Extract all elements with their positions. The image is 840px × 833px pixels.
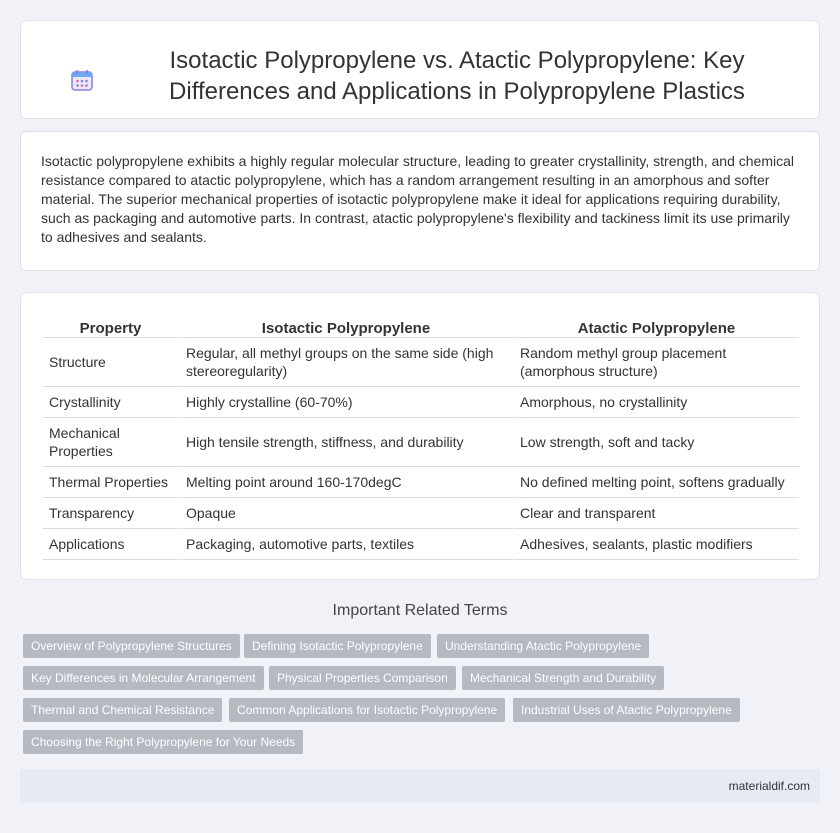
table-row [43,338,799,387]
table-cell: High tensile strength, stiffness, and durability [178,418,512,467]
table-cell: Clear and transparent [512,498,799,529]
summary-card [20,131,820,271]
table-cell: Applications [43,529,178,560]
table-row [43,467,799,498]
table-header-row [43,315,799,338]
related-term-tag[interactable]: Common Applications for Isotactic Polypropylene [229,698,505,722]
related-term-tag[interactable]: Overview of Polypropylene Structures [23,634,240,658]
page-title: Isotactic Polypropylene vs. Atactic Polypropylene: Key Differences and Applications in Polypropylene Plastics [169,47,745,105]
table-row [43,418,799,467]
header-isotactic: Isotactic Polypropylene [178,315,512,338]
table-row [43,387,799,418]
table-cell: Packaging, automotive parts, textiles [178,529,512,560]
related-term-tag[interactable]: Physical Properties Comparison [269,666,456,690]
table-cell: Regular, all methyl groups on the same side (high stereoregularity) [178,338,512,387]
comparison-card [20,292,820,580]
header-atactic: Atactic Polypropylene [512,315,799,338]
table-row [43,529,799,560]
table-cell: Structure [43,338,178,387]
table-cell: No defined melting point, softens gradually [512,467,799,498]
summary-text: Isotactic polypropylene exhibits a highly regular molecular structure, leading to greater crystallinity, strength, and chemical resistance compared to atactic polypropylene, which has a random arrangement resulting in an amorphous and softer material. The superior mechanical properties of isotactic polypropylene make it ideal for applications requiring durability, such as packaging and automotive parts. In contrast, atactic polypropylene's flexibility and tackiness limit its use primarily to adhesives and sealants. [41,153,794,245]
related-term-tag[interactable]: Choosing the Right Polypropylene for Your Needs [23,730,303,754]
related-term-tag[interactable]: Understanding Atactic Polypropylene [437,634,649,658]
footer [20,769,820,803]
table-cell: Thermal Properties [43,467,178,498]
table-cell: Low strength, soft and tacky [512,418,799,467]
table-cell: Crystallinity [43,387,178,418]
table-cell: Amorphous, no crystallinity [512,387,799,418]
title-card [20,20,820,119]
table-cell: Mechanical Properties [43,418,178,467]
comparison-table [43,315,799,560]
footer-site-link[interactable]: materialdif.com [728,779,810,793]
related-term-tag[interactable]: Thermal and Chemical Resistance [23,698,222,722]
related-term-tag[interactable]: Defining Isotactic Polypropylene [244,634,431,658]
table-cell: Random methyl group placement (amorphous structure) [512,338,799,387]
table-cell: Highly crystalline (60-70%) [178,387,512,418]
related-term-tag[interactable]: Industrial Uses of Atactic Polypropylene [513,698,740,722]
table-cell: Transparency [43,498,178,529]
table-cell: Melting point around 160-170degC [178,467,512,498]
related-term-tag[interactable]: Key Differences in Molecular Arrangement [23,666,264,690]
related-term-tag[interactable]: Mechanical Strength and Durability [462,666,664,690]
calendar-icon [70,68,94,92]
table-cell: Adhesives, sealants, plastic modifiers [512,529,799,560]
header-property: Property [43,315,178,338]
table-row [43,498,799,529]
related-terms-heading: Important Related Terms [332,602,508,619]
table-cell: Opaque [178,498,512,529]
